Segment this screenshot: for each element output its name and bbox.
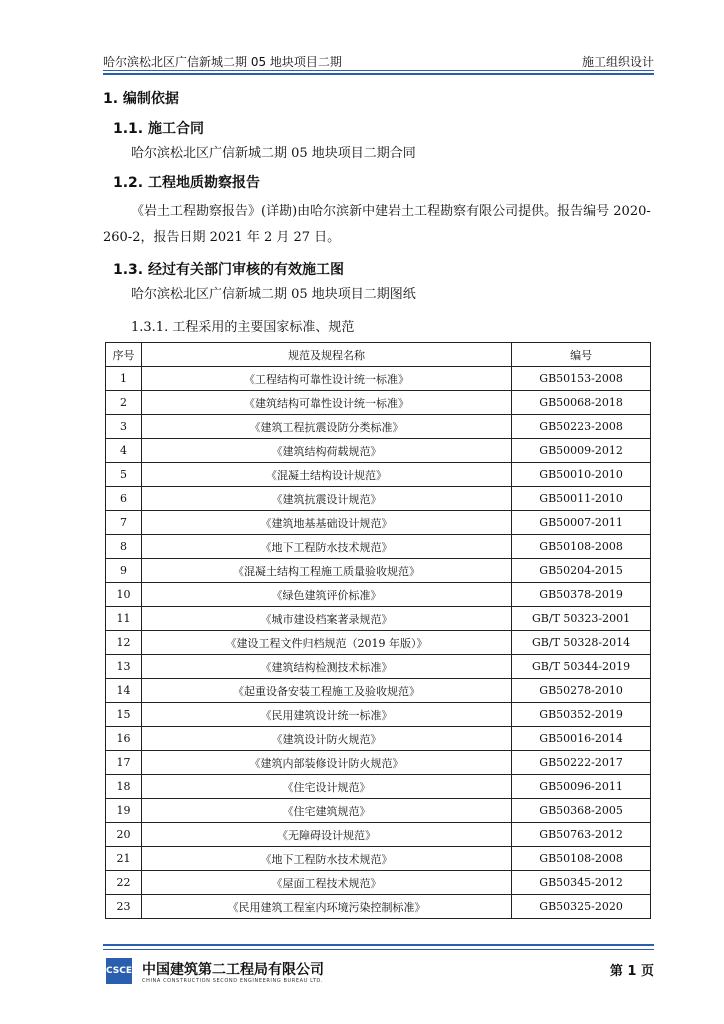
table-row (106, 631, 651, 655)
cell-standard-name: 《建筑结构检测技术标准》 (141, 655, 511, 679)
cell-index: 11 (106, 607, 142, 631)
table-row (106, 463, 651, 487)
cell-standard-name: 《混凝土结构设计规范》 (141, 463, 511, 487)
cell-standard-code: GB50345-2012 (512, 871, 651, 895)
cell-standard-code: GB50153-2008 (512, 367, 651, 391)
table-row (106, 823, 651, 847)
col-header-code: 编号 (512, 343, 651, 367)
cell-standard-code: GB50016-2014 (512, 727, 651, 751)
table-row (106, 799, 651, 823)
table-row (106, 655, 651, 679)
header-project-title: 哈尔滨松北区广信新城二期 05 地块项目二期 (103, 55, 342, 69)
cell-standard-code: GB50011-2010 (512, 487, 651, 511)
cell-standard-code: GB50763-2012 (512, 823, 651, 847)
section-heading-1-3-1: 1.3.1. 工程采用的主要国家标准、规范 (131, 320, 355, 335)
cell-index: 2 (106, 391, 142, 415)
cell-standard-name: 《混凝土结构工程施工质量验收规范》 (141, 559, 511, 583)
cell-standard-code: GB50010-2010 (512, 463, 651, 487)
cell-standard-name: 《建筑内部装修设计防火规范》 (141, 751, 511, 775)
cell-standard-code: GB/T 50323-2001 (512, 607, 651, 631)
cell-index: 15 (106, 703, 142, 727)
cell-index: 12 (106, 631, 142, 655)
cell-standard-name: 《住宅建筑规范》 (141, 799, 511, 823)
cell-standard-name: 《绿色建筑评价标准》 (141, 583, 511, 607)
company-logo: CSCEC (106, 958, 132, 984)
table-row (106, 583, 651, 607)
cell-index: 5 (106, 463, 142, 487)
paragraph-drawings: 哈尔滨松北区广信新城二期 05 地块项目二期图纸 (131, 287, 416, 302)
page-number: 第 1 页 (609, 964, 654, 979)
cell-standard-name: 《建筑抗震设计规范》 (141, 487, 511, 511)
section-heading-1-1: 1.1. 施工合同 (113, 121, 204, 137)
cell-standard-name: 《工程结构可靠性设计统一标准》 (141, 367, 511, 391)
cell-index: 1 (106, 367, 142, 391)
page-header (103, 50, 654, 70)
cell-standard-name: 《建筑设计防火规范》 (141, 727, 511, 751)
cell-standard-name: 《民用建筑设计统一标准》 (141, 703, 511, 727)
table-row (106, 895, 651, 919)
cell-standard-code: GB50009-2012 (512, 439, 651, 463)
cell-index: 8 (106, 535, 142, 559)
cell-standard-name: 《屋面工程技术规范》 (141, 871, 511, 895)
table-row (106, 511, 651, 535)
cell-standard-code: GB50378-2019 (512, 583, 651, 607)
header-divider-thick (103, 73, 654, 75)
paragraph-geology-report: 《岩土工程勘察报告》(详勘)由哈尔滨新中建岩土工程勘察有限公司提供。报告编号 2020-260-2，报告日期 2021 年 2 月 27 日。 (103, 204, 651, 245)
cell-standard-code: GB50204-2015 (512, 559, 651, 583)
cell-index: 7 (106, 511, 142, 535)
table-row (106, 559, 651, 583)
table-row (106, 439, 651, 463)
table-row (106, 607, 651, 631)
cell-index: 9 (106, 559, 142, 583)
section-heading-1-3: 1.3. 经过有关部门审核的有效施工图 (113, 262, 344, 278)
cell-standard-code: GB50068-2018 (512, 391, 651, 415)
cell-standard-code: GB50223-2008 (512, 415, 651, 439)
cell-index: 14 (106, 679, 142, 703)
cell-standard-code: GB/T 50328-2014 (512, 631, 651, 655)
cell-standard-code: GB50108-2008 (512, 847, 651, 871)
cell-index: 4 (106, 439, 142, 463)
cell-standard-name: 《城市建设档案著录规范》 (141, 607, 511, 631)
cell-standard-code: GB50368-2005 (512, 799, 651, 823)
table-row (106, 775, 651, 799)
cell-standard-code: GB/T 50344-2019 (512, 655, 651, 679)
cell-standard-code: GB50096-2011 (512, 775, 651, 799)
cell-index: 21 (106, 847, 142, 871)
header-divider (103, 70, 654, 71)
cell-index: 22 (106, 871, 142, 895)
cell-index: 17 (106, 751, 142, 775)
cell-index: 23 (106, 895, 142, 919)
cell-standard-code: GB50108-2008 (512, 535, 651, 559)
cell-index: 10 (106, 583, 142, 607)
section-heading-1: 1. 编制依据 (103, 91, 179, 107)
table-row (106, 847, 651, 871)
cell-index: 19 (106, 799, 142, 823)
cell-index: 16 (106, 727, 142, 751)
cell-standard-name: 《建筑地基基础设计规范》 (141, 511, 511, 535)
cell-standard-name: 《建设工程文件归档规范（2019 年版）》 (141, 631, 511, 655)
cell-standard-name: 《无障碍设计规范》 (141, 823, 511, 847)
cell-standard-name: 《民用建筑工程室内环境污染控制标准》 (141, 895, 511, 919)
col-header-name: 规范及规程名称 (141, 343, 511, 367)
section-heading-1-2: 1.2. 工程地质勘察报告 (113, 175, 260, 191)
cell-index: 13 (106, 655, 142, 679)
cell-index: 6 (106, 487, 142, 511)
table-row (106, 391, 651, 415)
table-body (106, 367, 651, 919)
cell-index: 3 (106, 415, 142, 439)
table-row (106, 727, 651, 751)
cell-standard-code: GB50278-2010 (512, 679, 651, 703)
footer-divider (103, 949, 654, 950)
table-row (106, 487, 651, 511)
cell-standard-name: 《地下工程防水技术规范》 (141, 535, 511, 559)
cell-standard-name: 《起重设备安装工程施工及验收规范》 (141, 679, 511, 703)
cell-standard-code: GB50222-2017 (512, 751, 651, 775)
cell-standard-name: 《建筑工程抗震设防分类标准》 (141, 415, 511, 439)
cell-standard-name: 《建筑结构可靠性设计统一标准》 (141, 391, 511, 415)
company-name: 中国建筑第二工程局有限公司 (142, 962, 324, 978)
table-row (106, 871, 651, 895)
table-row (106, 367, 651, 391)
table-header-row (106, 343, 651, 367)
table-row (106, 679, 651, 703)
table-row (106, 703, 651, 727)
cell-standard-code: GB50007-2011 (512, 511, 651, 535)
cell-standard-name: 《住宅设计规范》 (141, 775, 511, 799)
table-row (106, 535, 651, 559)
cell-standard-name: 《地下工程防水技术规范》 (141, 847, 511, 871)
company-name-english: CHINA CONSTRUCTION SECOND ENGINEERING BUREAU LTD. (142, 978, 324, 984)
cell-standard-code: GB50352-2019 (512, 703, 651, 727)
cell-standard-name: 《建筑结构荷载规范》 (141, 439, 511, 463)
table-row (106, 751, 651, 775)
standards-table (105, 342, 651, 919)
footer-divider-thick (103, 944, 654, 946)
paragraph-contract: 哈尔滨松北区广信新城二期 05 地块项目二期合同 (131, 146, 416, 161)
cell-standard-code: GB50325-2020 (512, 895, 651, 919)
header-doc-type: 施工组织设计 (581, 55, 654, 69)
col-header-index: 序号 (106, 343, 142, 367)
cell-index: 20 (106, 823, 142, 847)
table-row (106, 415, 651, 439)
cell-index: 18 (106, 775, 142, 799)
